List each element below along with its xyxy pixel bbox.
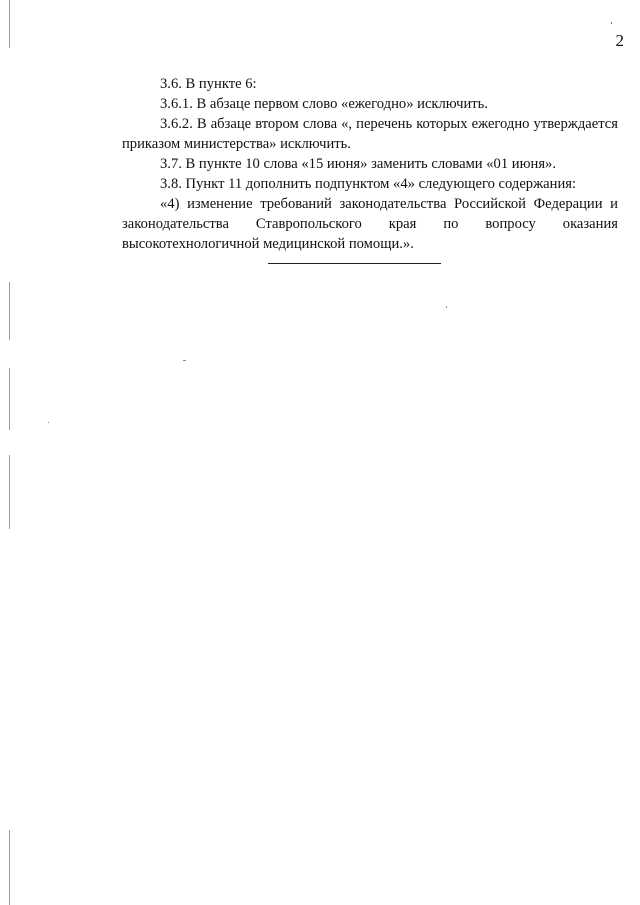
paragraph-subitem-4: «4) изменение требований законодательства Российской Федерации и законодательства Ставропольского края по вопросу оказания высокотехнологичной медицинской помощи.». — [122, 196, 618, 252]
scan-edge-mark — [9, 0, 10, 48]
scan-edge-mark — [9, 282, 10, 340]
page-number: 2 — [615, 31, 624, 50]
end-of-text-rule — [268, 263, 441, 264]
scan-speck — [48, 422, 49, 423]
document-body — [122, 74, 618, 254]
paragraph-3-6-1: 3.6.1. В абзаце первом слово «ежегодно» исключить. — [160, 96, 488, 112]
scan-speck — [446, 306, 447, 308]
paragraph-3-7: 3.7. В пункте 10 слова «15 июня» заменить словами «01 июня». — [160, 156, 556, 172]
scan-edge-mark — [9, 455, 10, 529]
scan-edge-mark — [9, 830, 10, 905]
scan-speck — [183, 360, 186, 361]
paragraph-3-6: 3.6. В пункте 6: — [160, 76, 257, 92]
scan-speck — [611, 22, 612, 24]
paragraph-3-8: 3.8. Пункт 11 дополнить подпунктом «4» следующего содержания: — [160, 176, 577, 192]
paragraph-3-6-2: 3.6.2. В абзаце втором слова «, перечень которых ежегодно утверждается приказом министерства» исключить. — [122, 116, 618, 152]
scan-edge-mark — [9, 368, 10, 430]
